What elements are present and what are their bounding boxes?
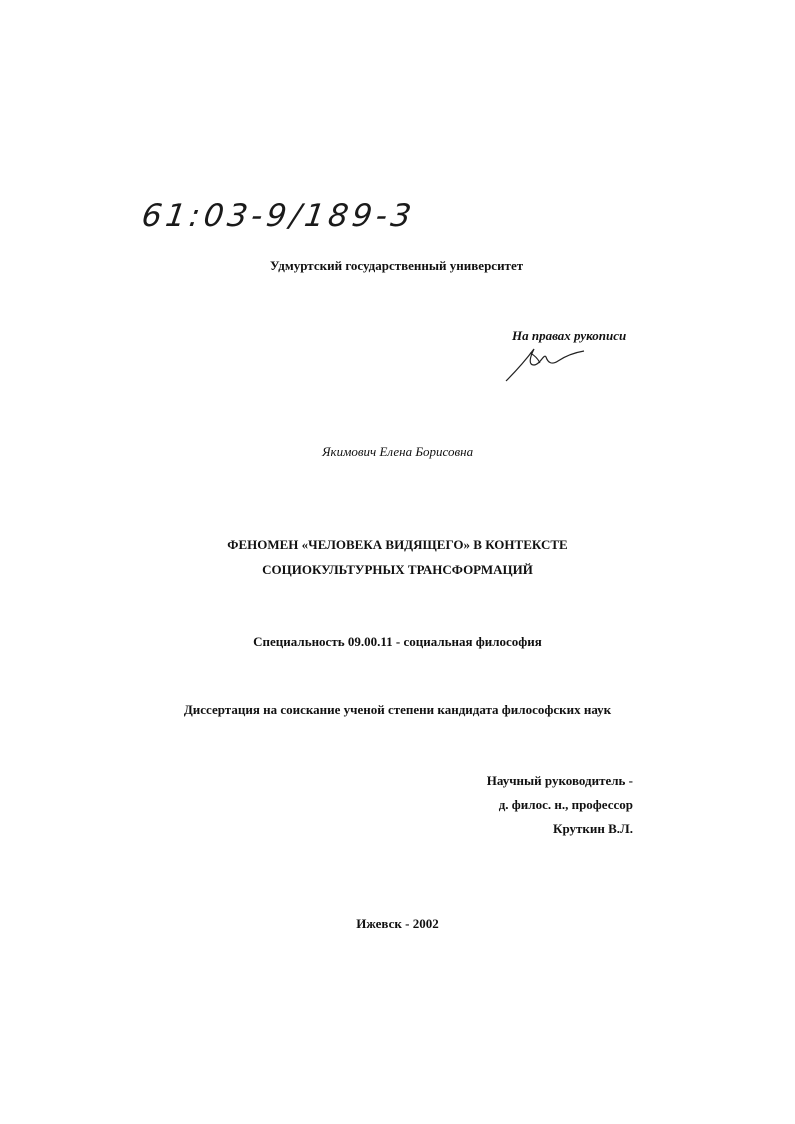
supervisor-degree: д. филос. н., профессор: [498, 797, 633, 812]
city-year: Ижевск - 2002: [356, 916, 439, 931]
university-name: Удмуртский государственный университет: [270, 258, 524, 273]
dissertation-degree-line: Диссертация на соискание ученой степени кандидата философских наук: [183, 702, 612, 717]
specialty-line: Специальность 09.00.11 - социальная философия: [253, 634, 542, 649]
archive-code-handwritten: 61:03-9/189-3: [139, 198, 418, 234]
dissertation-title-line-1: ФЕНОМЕН «ЧЕЛОВЕКА ВИДЯЩЕГО» В КОНТЕКСТЕ: [227, 537, 568, 552]
manuscript-rights-label: На правах рукописи: [512, 328, 627, 343]
signature-icon: [500, 335, 590, 385]
supervisor-name: Круткин В.Л.: [553, 821, 633, 836]
author-name: Якимович Елена Борисовна: [321, 444, 474, 459]
supervisor-label: Научный руководитель -: [486, 773, 633, 788]
dissertation-title-line-2: СОЦИОКУЛЬТУРНЫХ ТРАНСФОРМАЦИЙ: [262, 562, 533, 577]
